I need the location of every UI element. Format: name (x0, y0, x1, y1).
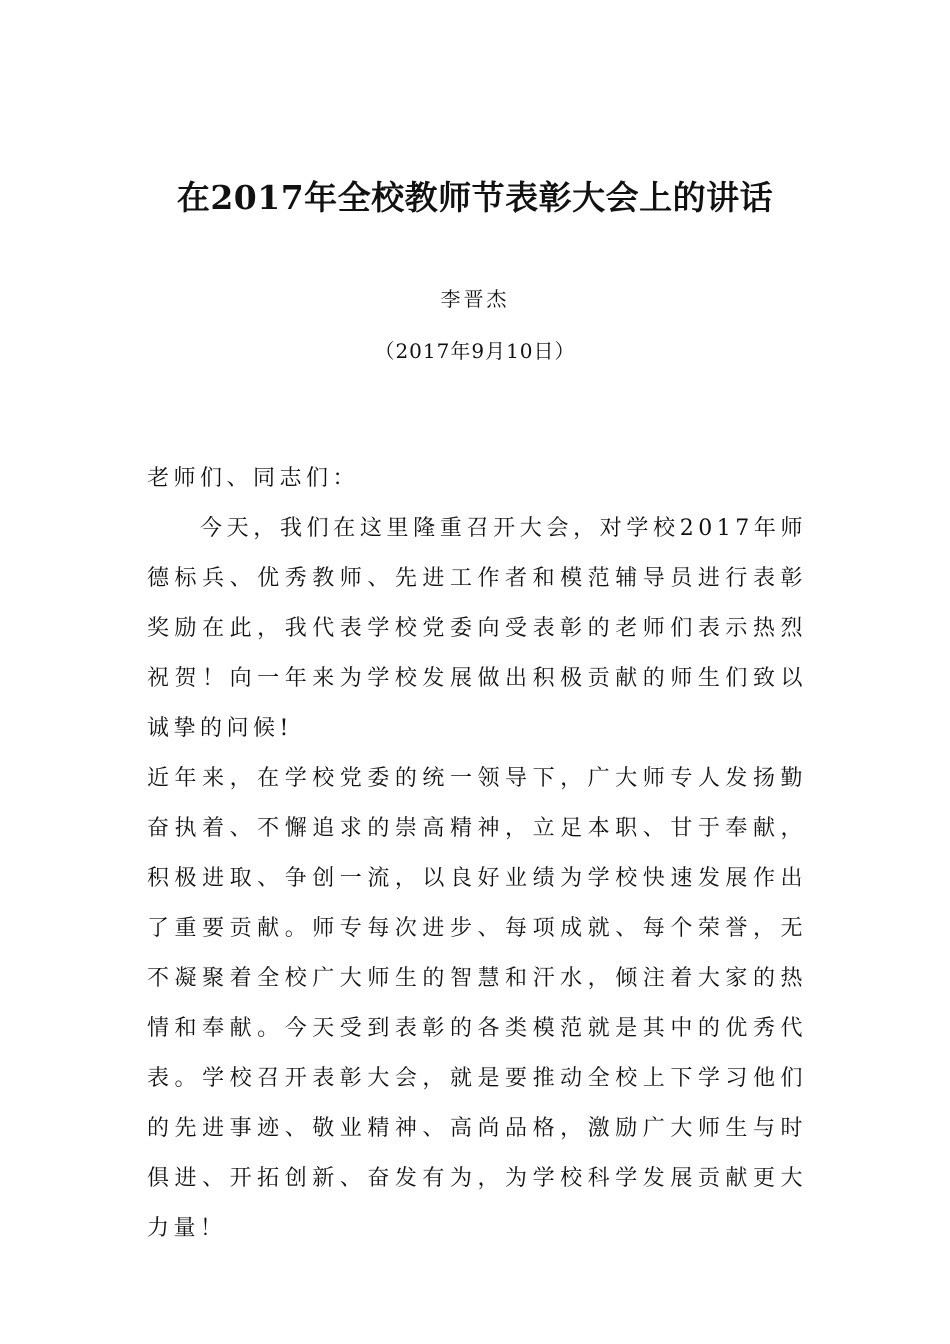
salutation: 老师们、同志们： (147, 466, 360, 491)
paragraph-opening: 今天，我们在这里隆重召开大会，对学校2017年师德标兵、优秀教师、先进工作者和模范辅导员进行表彰奖励在此，我代表学校党委向受表彰的老师们表示热烈祝贺！向一年来为学校发展做出积极贡献的师生们致以诚挚的问候! (147, 516, 807, 741)
speech-body (147, 454, 807, 1254)
document-title: 在2017年全校教师节表彰大会上的讲话 (176, 178, 774, 217)
paragraph-achievements: 近年来，在学校党委的统一领导下，广大师专人发扬勤奋执着、不懈追求的崇高精神，立足本职、甘于奉献，积极进取、争创一流，以良好业绩为学校快速发展作出了重要贡献。师专每次进步、每项成就、每个荣誉，无不凝聚着全校广大师生的智慧和汗水，倾注着大家的热情和奉献。今天受到表彰的各类模范就是其中的优秀代表。学校召开表彰大会，就是要推动全校上下学习他们的先进事迹、敬业精神、高尚品格，激励广大师生与时俱进、开拓创新、奋发有为，为学校科学发展贡献更大力量！ (147, 766, 807, 1241)
author-name: 李晋杰 (440, 287, 510, 311)
speech-date: （2017年9月10日） (374, 339, 576, 363)
